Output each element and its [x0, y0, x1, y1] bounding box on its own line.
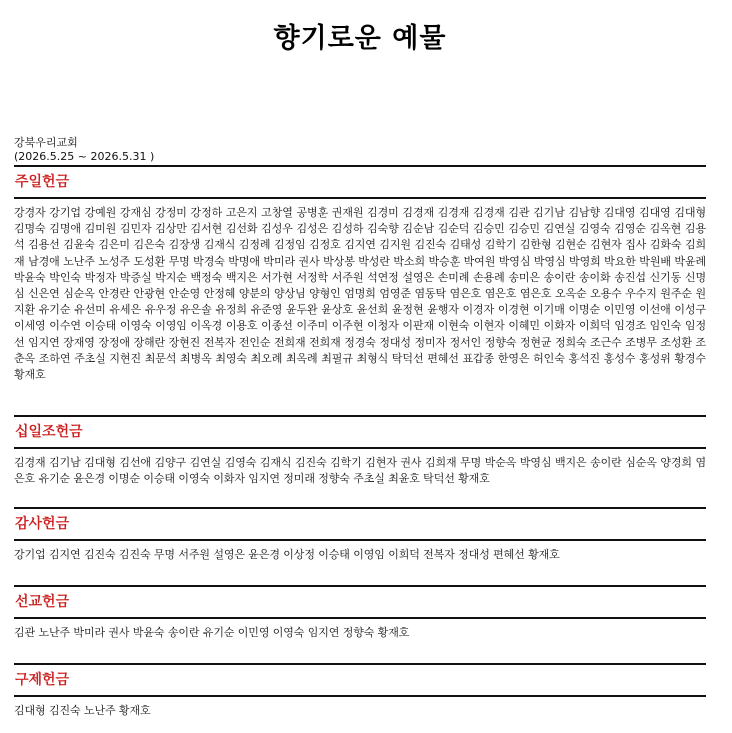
section-title: 구제헌금: [15, 672, 70, 688]
section-title: 주일헌금: [15, 174, 70, 190]
donor-names: 김대형 김진숙 노난주 황재호: [14, 704, 151, 717]
section-relief-offering: [14, 663, 706, 719]
donor-names: 김관 노난주 박미라 권사 박윤숙 송이란 유기순 이민영 이영숙 임지연 정향숙 황재호: [14, 626, 410, 639]
section-mission-offering: [14, 585, 706, 641]
section-title: 십일조헌금: [15, 424, 83, 440]
donor-names: 김경재 김기남 김대형 김선애 김양구 김연실 김영숙 김재식 김진숙 김학기 김현자 권사 김희재 무명 박순옥 박영심 백지은 송이란 심순옥 양경희 염은호 유기순 윤은경 이명순 이승태 이영숙 이화자 임지연 정미래 정향숙 주초실 최윤호 탁덕선 황재호: [14, 456, 706, 486]
section-sunday-offering: [14, 165, 706, 383]
section-thanksgiving-offering: [14, 507, 706, 563]
section-tithe-offering: [14, 415, 706, 487]
page-title: 향기로운 예물: [273, 23, 447, 54]
donor-names: 강기업 김지연 김진숙 김진숙 무명 서주원 설영은 윤은경 이상정 이승태 이영임 이희덕 전복자 정대성 편혜선 황재호: [14, 548, 560, 561]
donor-names: 강경자 강기업 강예원 강재심 강정미 강정하 고은지 고창열 공병훈 권재원 김경미 김경재 김경재 김경재 김관 김기남 김남향 김대영 김대영 김대형 김명숙 김명애 김미원 김민자 김상만 김서현 김선화 김성우 김성은 김성하 김숙향 김순남 김순덕 김승민 김승민 김연실 김영숙 김영순 김옥현 김용석 김용선 김윤숙 김은미 김은숙 김장생 김재식 김정례 김정임 김정호 김지연 김지원 김진숙 김태성 김학기 김한형 김현순 김현자 집사 김화숙 김희재 남경애 노난주 노성주 도성환 무명 박경숙 박명애 박미라 권사 박상봉 박성란 박소희 박승훈 박여원 박영심 박영심 박영희 박요한 박원배 박윤례 박윤숙 박인숙 박정자 박증실 박지순 백정숙 백지은 서가현 서정학 서주원 석연정 설영은 손미례 손용례 송미은 송이란 송이화 송진섭 신기동 신명심 신은연 심순옥 안경란 안광현 안순영 안정혜 양분의 양상님 양형인 엄명희 엄영준 염동탁 염은호 염은호 염은호 오옥순 오용수 우수지 원주순 원지환 유기순 유선미 유세은 유우정 유은솔 유정희 유준영 윤두완 윤상호 윤선희 윤정현 윤행자 이경자 이경현 이기매 이명순 이민영 이선애 이성구 이세영 이수연 이승태 이영숙 이영임 이옥경 이용호 이종선 이주미 이주현 이청자 이판재 이현숙 이현자 이혜민 이화자 이희덕 임경조 임인숙 임정선 임지연 장재영 장정애 장해란 장현진 전복자 전인순 전희재 전희재 정경숙 정대성 정미자 정서인 정향숙 정현균 정희숙 조근수 조병무 조성환 조춘옥 조하연 주초실 지현진 최문석 최병옥 최영숙 최오례 최옥례 최필규 최형식 탁덕선 편혜선 표갑종 한영은 허인숙 홍석진 홍성수 홍성위 황경수 황재호: [14, 206, 706, 382]
section-title: 선교헌금: [15, 594, 70, 610]
period-range: (2026.5.25 ~ 2026.5.31 ): [14, 150, 155, 163]
church-name: 강북우리교회: [14, 136, 78, 149]
section-title: 감사헌금: [15, 516, 70, 532]
